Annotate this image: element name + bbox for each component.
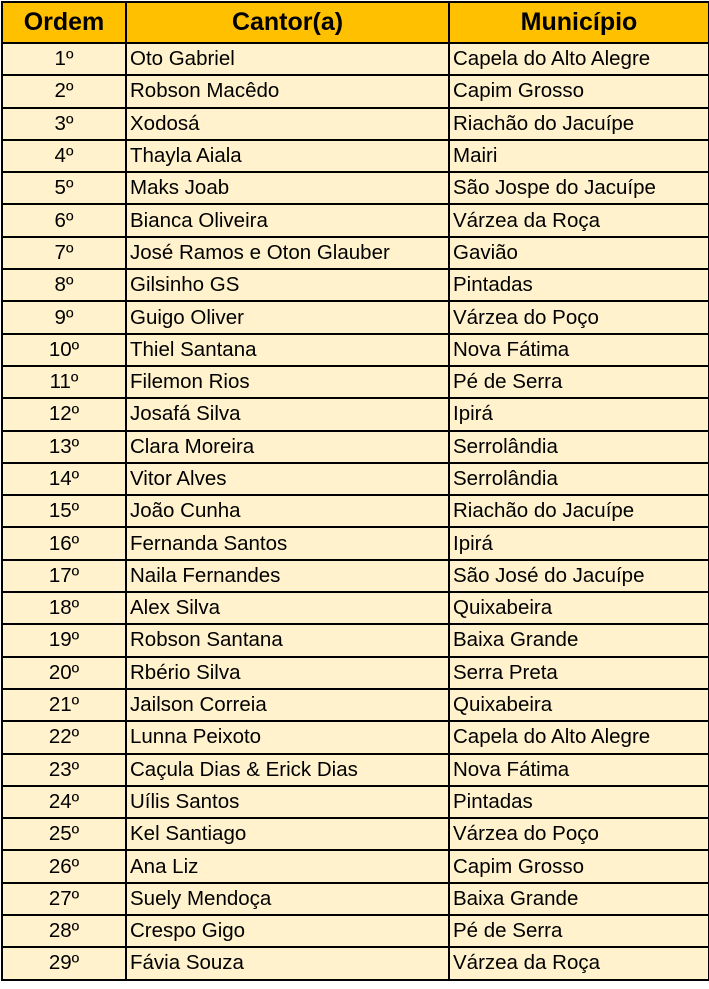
cell-ordem: 27º: [2, 883, 126, 915]
cell-municipio: Capim Grosso: [449, 75, 709, 107]
table-row: [2, 560, 709, 592]
cell-municipio: Riachão do Jacuípe: [449, 495, 709, 527]
header-ordem: Ordem: [2, 2, 126, 43]
cell-municipio: Várzea da Roça: [449, 947, 709, 979]
singers-table: [1, 1, 709, 981]
cell-ordem: 13º: [2, 431, 126, 463]
cell-municipio: Pé de Serra: [449, 915, 709, 947]
table-row: [2, 721, 709, 753]
cell-municipio: Capela do Alto Alegre: [449, 43, 709, 75]
cell-ordem: 18º: [2, 592, 126, 624]
cell-cantor: Alex Silva: [126, 592, 449, 624]
cell-cantor: Caçula Dias & Erick Dias: [126, 754, 449, 786]
table-row: [2, 172, 709, 204]
cell-ordem: 21º: [2, 689, 126, 721]
table-row: [2, 301, 709, 333]
cell-municipio: Capela do Alto Alegre: [449, 721, 709, 753]
cell-cantor: Vitor Alves: [126, 463, 449, 495]
cell-ordem: 23º: [2, 754, 126, 786]
table-row: [2, 140, 709, 172]
cell-ordem: 24º: [2, 786, 126, 818]
cell-municipio: Várzea do Poço: [449, 818, 709, 850]
cell-ordem: 1º: [2, 43, 126, 75]
cell-cantor: Ana Liz: [126, 850, 449, 882]
cell-municipio: Nova Fátima: [449, 754, 709, 786]
table-row: [2, 818, 709, 850]
cell-municipio: Ipirá: [449, 398, 709, 430]
cell-ordem: 25º: [2, 818, 126, 850]
table-body: [2, 43, 709, 980]
table-row: [2, 657, 709, 689]
cell-ordem: 7º: [2, 237, 126, 269]
cell-municipio: Quixabeira: [449, 689, 709, 721]
table-row: [2, 204, 709, 236]
cell-municipio: São José do Jacuípe: [449, 560, 709, 592]
table-row: [2, 463, 709, 495]
cell-cantor: Guigo Oliver: [126, 301, 449, 333]
cell-municipio: Riachão do Jacuípe: [449, 108, 709, 140]
cell-municipio: Pé de Serra: [449, 366, 709, 398]
table-row: [2, 269, 709, 301]
cell-ordem: 17º: [2, 560, 126, 592]
cell-municipio: Ipirá: [449, 527, 709, 559]
cell-ordem: 16º: [2, 527, 126, 559]
table-row: [2, 108, 709, 140]
table-row: [2, 947, 709, 979]
cell-cantor: Oto Gabriel: [126, 43, 449, 75]
cell-municipio: Baixa Grande: [449, 624, 709, 656]
cell-cantor: Thayla Aiala: [126, 140, 449, 172]
cell-cantor: Suely Mendoça: [126, 883, 449, 915]
cell-cantor: Uílis Santos: [126, 786, 449, 818]
cell-ordem: 2º: [2, 75, 126, 107]
cell-cantor: Naila Fernandes: [126, 560, 449, 592]
cell-municipio: Gavião: [449, 237, 709, 269]
table-row: [2, 398, 709, 430]
cell-ordem: 6º: [2, 204, 126, 236]
table-row: [2, 75, 709, 107]
cell-municipio: Pintadas: [449, 269, 709, 301]
table-row: [2, 366, 709, 398]
cell-cantor: Fernanda Santos: [126, 527, 449, 559]
cell-cantor: Jailson Correia: [126, 689, 449, 721]
cell-ordem: 10º: [2, 334, 126, 366]
cell-municipio: Serrolândia: [449, 431, 709, 463]
cell-cantor: Lunna Peixoto: [126, 721, 449, 753]
cell-ordem: 28º: [2, 915, 126, 947]
cell-ordem: 11º: [2, 366, 126, 398]
table-row: [2, 754, 709, 786]
cell-ordem: 4º: [2, 140, 126, 172]
cell-municipio: Mairi: [449, 140, 709, 172]
cell-ordem: 5º: [2, 172, 126, 204]
cell-ordem: 20º: [2, 657, 126, 689]
cell-cantor: Bianca Oliveira: [126, 204, 449, 236]
cell-cantor: Fávia Souza: [126, 947, 449, 979]
cell-municipio: Serra Preta: [449, 657, 709, 689]
cell-municipio: Várzea do Poço: [449, 301, 709, 333]
cell-municipio: Várzea da Roça: [449, 204, 709, 236]
cell-ordem: 22º: [2, 721, 126, 753]
cell-ordem: 19º: [2, 624, 126, 656]
cell-cantor: Clara Moreira: [126, 431, 449, 463]
cell-ordem: 12º: [2, 398, 126, 430]
cell-cantor: Robson Macêdo: [126, 75, 449, 107]
table-row: [2, 43, 709, 75]
cell-ordem: 26º: [2, 850, 126, 882]
table-row: [2, 431, 709, 463]
table-row: [2, 237, 709, 269]
cell-cantor: José Ramos e Oton Glauber: [126, 237, 449, 269]
cell-ordem: 9º: [2, 301, 126, 333]
header-municipio: Município: [449, 2, 709, 43]
table-row: [2, 786, 709, 818]
cell-cantor: João Cunha: [126, 495, 449, 527]
cell-cantor: Maks Joab: [126, 172, 449, 204]
table-row: [2, 527, 709, 559]
header-row: [2, 2, 709, 43]
cell-municipio: Nova Fátima: [449, 334, 709, 366]
cell-cantor: Rbério Silva: [126, 657, 449, 689]
cell-ordem: 29º: [2, 947, 126, 979]
table-row: [2, 592, 709, 624]
table-row: [2, 495, 709, 527]
cell-ordem: 14º: [2, 463, 126, 495]
cell-cantor: Gilsinho GS: [126, 269, 449, 301]
table-row: [2, 689, 709, 721]
cell-ordem: 8º: [2, 269, 126, 301]
table-row: [2, 883, 709, 915]
cell-cantor: Crespo Gigo: [126, 915, 449, 947]
table-row: [2, 850, 709, 882]
header-cantor: Cantor(a): [126, 2, 449, 43]
table-row: [2, 334, 709, 366]
cell-municipio: Pintadas: [449, 786, 709, 818]
cell-municipio: Capim Grosso: [449, 850, 709, 882]
table-row: [2, 624, 709, 656]
cell-ordem: 15º: [2, 495, 126, 527]
cell-cantor: Thiel Santana: [126, 334, 449, 366]
cell-cantor: Filemon Rios: [126, 366, 449, 398]
cell-municipio: São Jospe do Jacuípe: [449, 172, 709, 204]
cell-cantor: Robson Santana: [126, 624, 449, 656]
cell-municipio: Baixa Grande: [449, 883, 709, 915]
cell-ordem: 3º: [2, 108, 126, 140]
cell-municipio: Serrolândia: [449, 463, 709, 495]
cell-cantor: Josafá Silva: [126, 398, 449, 430]
table-row: [2, 915, 709, 947]
cell-cantor: Kel Santiago: [126, 818, 449, 850]
cell-cantor: Xodosá: [126, 108, 449, 140]
cell-municipio: Quixabeira: [449, 592, 709, 624]
